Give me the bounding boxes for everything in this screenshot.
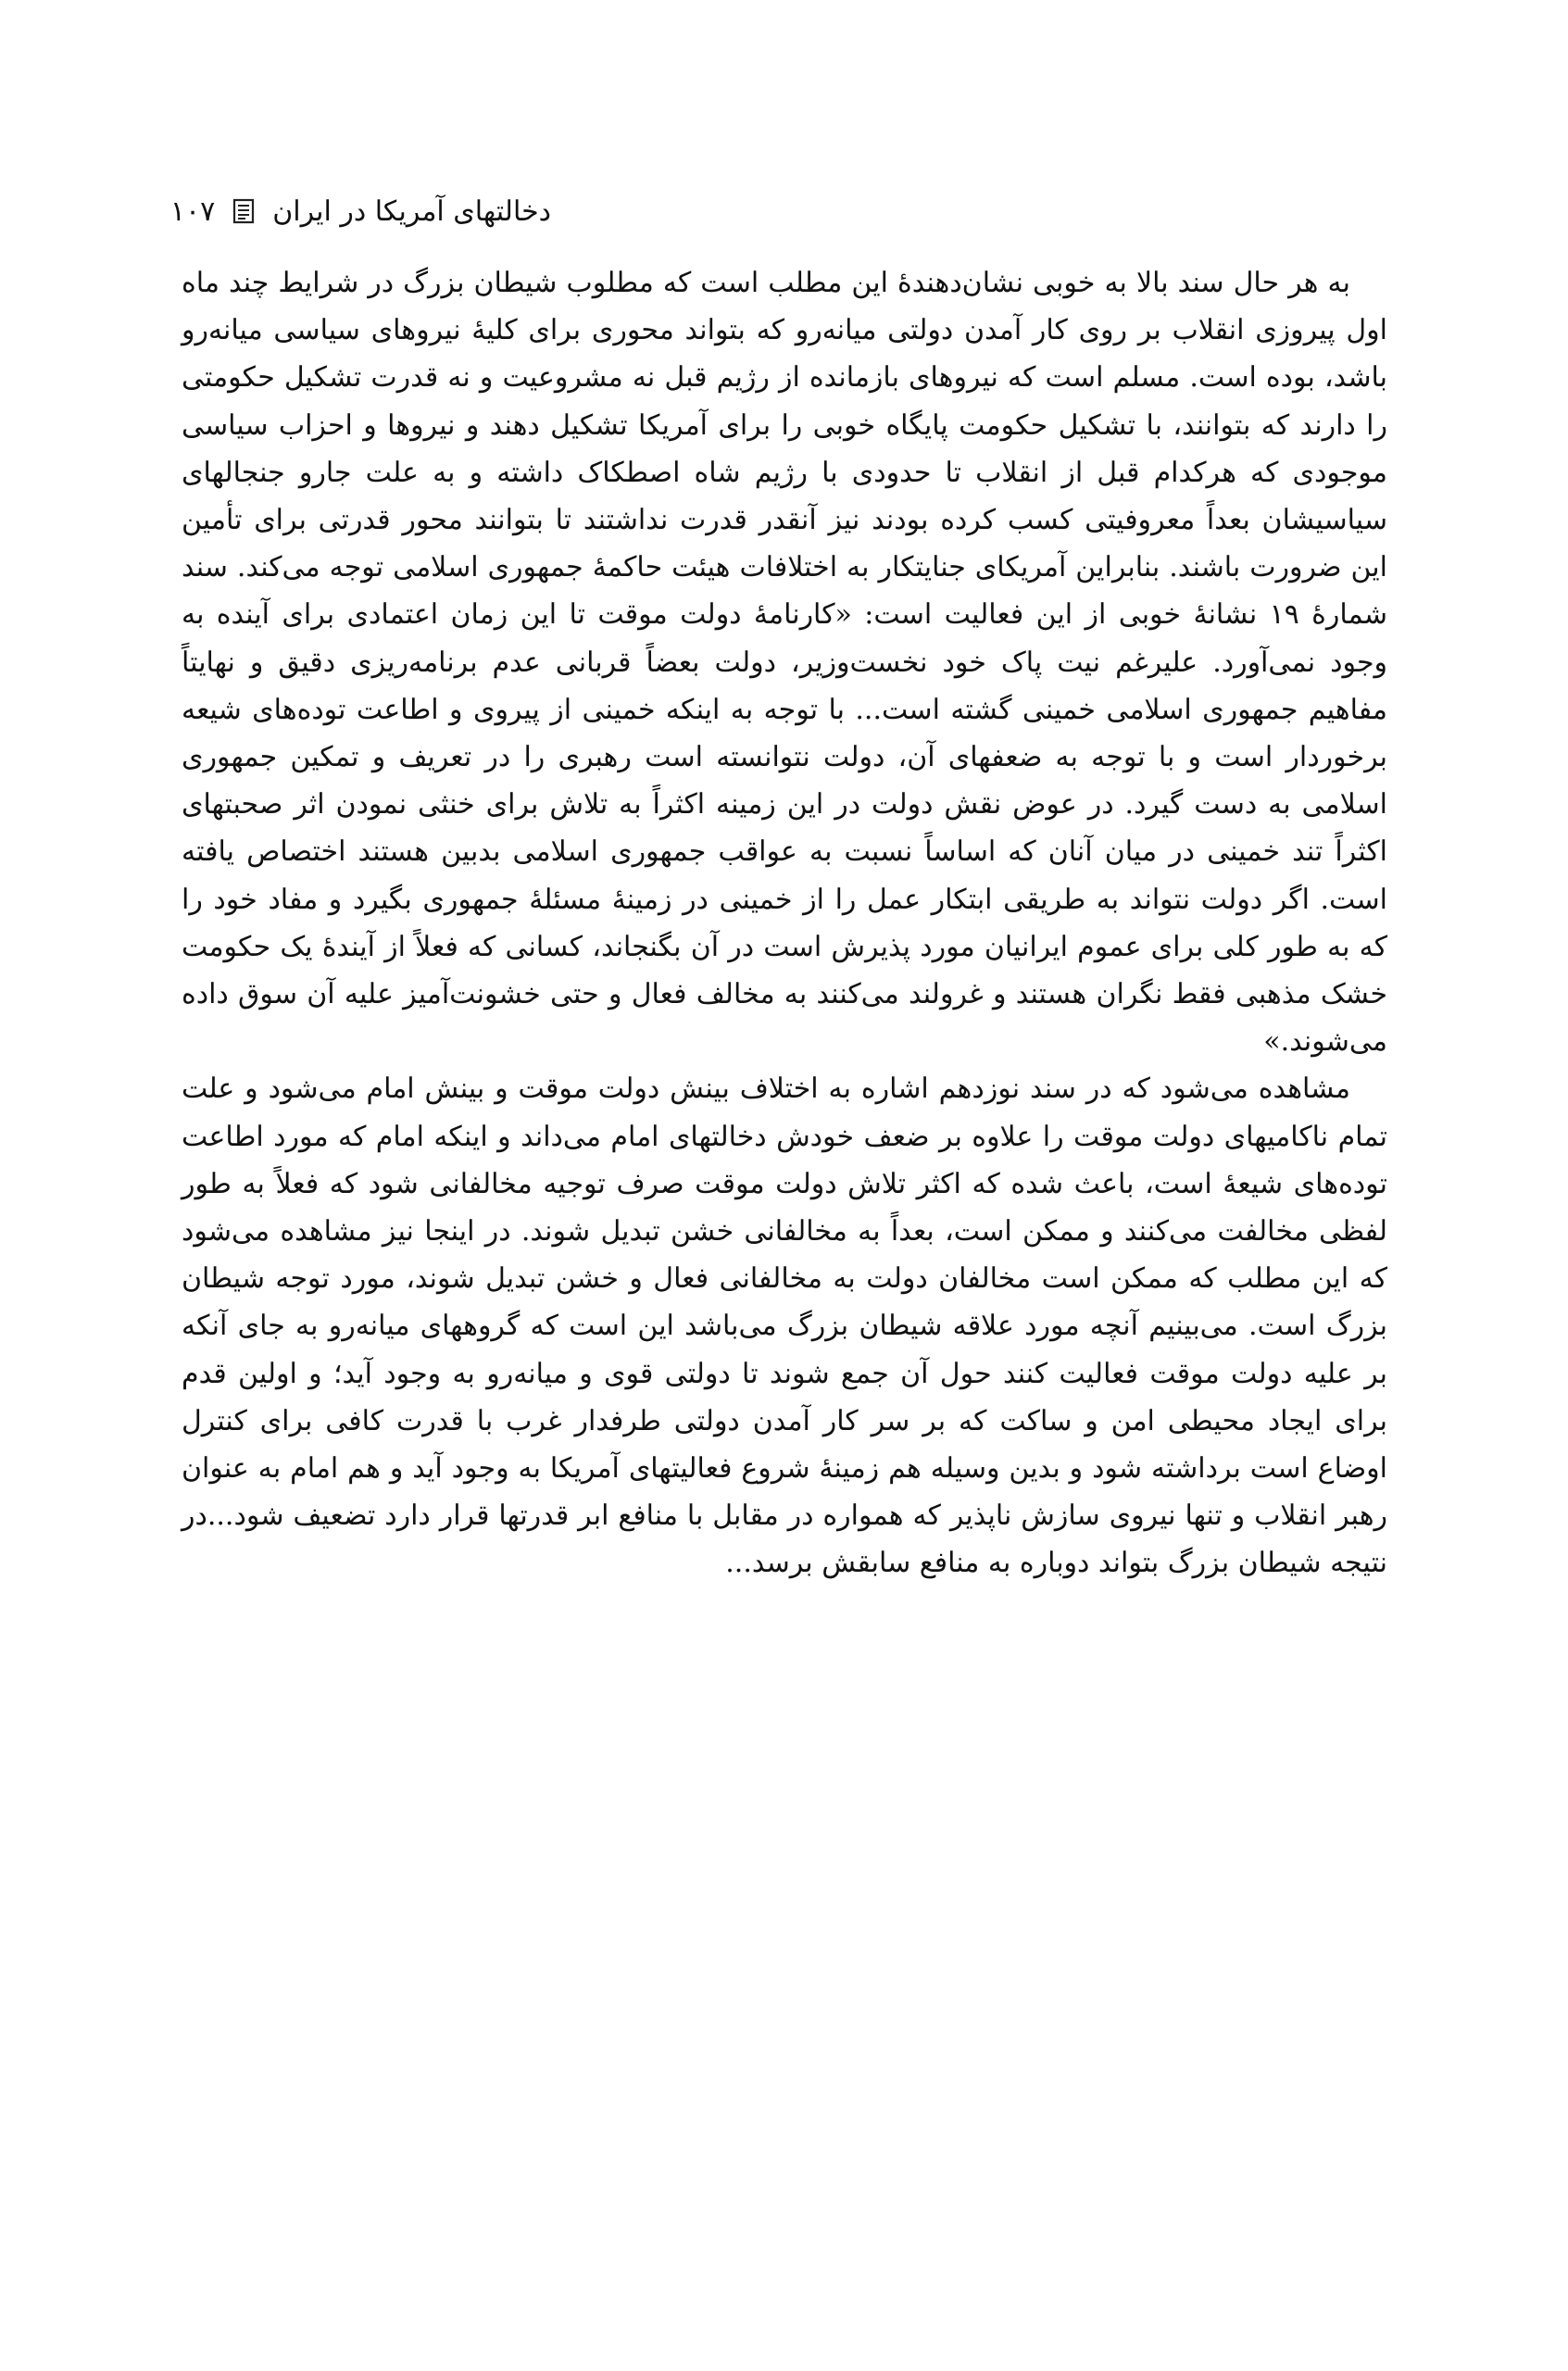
running-header [169,185,551,237]
header-title: دخالتهای آمریکا در ایران [272,194,551,228]
paragraph-2: مشاهده می‌شود که در سند نوزدهم اشاره به اختلاف بینش دولت موقت و بینش امام می‌شود و علت تمام ناکامیهای دولت موقت را علاوه بر ضعف خودش دخالتهای امام می‌داند و اینکه امام که مورد اطاعت توده‌های شیعهٔ است، باعث شده که اکثر تلاش دولت موقت صرف توجیه مخالفانی شود که فعلاً به طور لفظی مخالفت می‌کنند و ممکن است، بعداً به مخالفانی خشن تبدیل شوند. در اینجا نیز مشاهده می‌شود که این مطلب که ممکن است مخالفان دولت به مخالفانی فعال و خشن تبدیل شوند، مورد توجه شیطان بزرگ است. می‌بینیم آنچه مورد علاقه شیطان بزرگ می‌باشد این است که گروههای میانه‌رو به جای آنکه بر علیه دولت موقت فعالیت کنند حول آن جمع شوند تا دولتی قوی و میانه‌رو به وجود آید؛ و اولین قدم برای ایجاد محیطی امن و ساکت که بر سر کار آمدن دولتی طرفدار غرب با قدرت کافی برای کنترل اوضاع است برداشته شود و بدین وسیله هم زمینهٔ شروع فعالیتهای آمریکا به وجود آید و هم امام به عنوان رهبر انقلاب و تنها نیروی سازش ناپذیر که همواره در مقابل با منافع ابر قدرتها قرار دارد تضعیف شود...در نتیجه شیطان بزرگ بتواند دوباره به منافع سابقش برسد... [182,1073,1388,1580]
page-ornament-icon [232,197,256,225]
paragraph-1: به هر حال سند بالا به خوبی نشان‌دهندهٔ این مطلب است که مطلوب شیطان بزرگ در شرایط چند ماه اول پیروزی انقلاب بر روی کار آمدن دولتی میانه‌رو که بتواند محوری برای کلیهٔ نیروهای سیاسی میانه‌رو باشد، بوده است. مسلم است که نیروهای بازمانده از رژیم قبل نه مشروعیت و نه قدرت تشکیل حکومتی را دارند که بتوانند، با تشکیل حکومت پایگاه خوبی را برای آمریکا تشکیل دهند و نیروها و احزاب سیاسی موجودی که هرکدام قبل از انقلاب تا حدودی با رژیم شاه اصطکاک داشته و به علت جارو جنجالهای سیاسیشان بعداً معروفیتی کسب کرده بودند نیز آنقدر قدرت نداشتند تا بتوانند محور قدرتی برای تأمین این ضرورت باشند. بنابراین آمریکای جنایتکار به اختلافات هیئت حاکمهٔ جمهوری اسلامی توجه می‌کند. سند شمارهٔ ۱۹ نشانهٔ خوبی از این فعالیت است: «کارنامهٔ دولت موقت تا این زمان اعتمادی برای آینده به وجود نمی‌آورد. علیرغم نیت پاک خود نخست‌وزیر، دولت بعضاً قربانی عدم برنامه‌ریزی دقیق و نهایتاً مفاهیم جمهوری اسلامی خمینی گشته است... با توجه به اینکه خمینی از پیروی و اطاعت توده‌های شیعه برخوردار است و با توجه به ضعفهای آن، دولت نتوانسته است رهبری را در تعریف و تمکین جمهوری اسلامی به دست گیرد. در عوض نقش دولت در این زمینه اکثراً به تلاش برای خنثی نمودن اثر صحبتهای اکثراً تند خمینی در میان آنان که اساساً نسبت به عواقب جمهوری اسلامی بدبین هستند اختصاص یافته است. اگر دولت نتواند به طریقی ابتکار عمل را از خمینی در زمینهٔ مسئلهٔ جمهوری بگیرد و مفاد خود را که به طور کلی برای عموم ایرانیان مورد پذیرش است در آن بگنجاند، کسانی که فعلاً از آیندهٔ یک حکومت خشک مذهبی فقط نگران هستند و غرولند می‌کنند به مخالف فعال و حتی خشونت‌آمیز علیه آن سوق داده می‌شوند.» [182,267,1388,1059]
page-number: ۱۰۷ [169,194,216,228]
body-text [182,259,1387,1587]
